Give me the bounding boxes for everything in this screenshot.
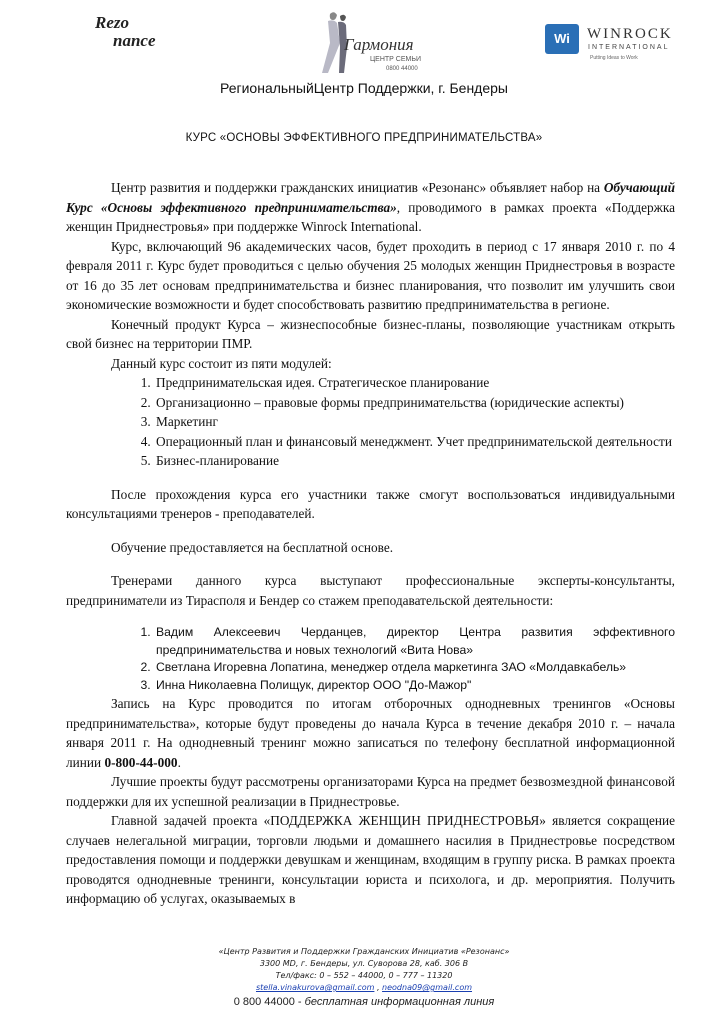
winrock-name: WINROCK <box>587 26 673 42</box>
paragraph-intro-text: Центр развития и поддержки гражданских инициатив «Резонанс» объявляет набор на <box>111 180 604 195</box>
email-link-1[interactable]: stella.vinakurova@gmail.com <box>255 983 375 992</box>
garmonia-subtitle: ЦЕНТР СЕМЬИ <box>370 56 421 63</box>
winrock-logo <box>545 24 685 64</box>
footer-hotline <box>0 994 728 1010</box>
rezonance-logo-line1: Rezo <box>95 13 129 32</box>
garmonia-title: Гармония <box>344 35 414 54</box>
course-title: КУРС «ОСНОВЫ ЭФФЕКТИВНОГО ПРЕДПРИНИМАТЕЛЬСТВА» <box>185 132 543 144</box>
paragraph-trainers: Тренерами данного курса выступают профессиональные эксперты-консультанты, предприниматели из Тирасполя и Бендер со стажем преподавательской деятельности: <box>66 573 675 608</box>
paragraph-consultations: После прохождения курса его участники также смогут воспользоваться индивидуальными консультациями тренеров - преподавателей. <box>66 486 675 521</box>
list-item: 2. Светлана Игоревна Лопатина, менеджер отдела маркетинга ЗАО «Молдавкабель» <box>154 659 675 677</box>
registration-text: Запись на Курс проводится по итогам отборочных однодневных тренингов «Основы предпринимательства», которые будут проведены до начала Курса в течение декабря 2010 г. – начала января 2011 г. На однодневный тренинг можно записаться по телефону бесплатной информационной линии <box>66 696 675 770</box>
modules-list <box>66 373 675 471</box>
garmonia-logo <box>316 8 426 78</box>
paragraph-project-goal: Главной задачей проекта «ПОДДЕРЖКА ЖЕНЩИН ПРИДНЕСТРОВЬЯ» является сокращение случаев нелегальной миграции, торговли людьми и домашнего насилия в Приднестровье посредством предоставления помощи и поддержки девушкам и женщинам, входящим в группу риска. В рамках проекта проводятся однодневные тренинги, консультации юриста и психолога, и др. мероприятия. Получить информацию об услугах, оказываемых в <box>66 813 675 906</box>
paragraph-intro-tail: , проводимого в рамках проекта «Поддержка женщин Приднестровья» при поддержке Winrock International. <box>66 199 675 234</box>
list-item: 1. Вадим Алексеевич Черданцев, директор Центра развития эффективного предпринимательства и новых технологий «Вита Нова» <box>154 624 675 659</box>
footer-emails <box>0 982 728 994</box>
footer <box>0 946 728 1010</box>
paragraph-intro <box>66 178 675 237</box>
winrock-tagline: Putting Ideas to Work <box>590 55 638 61</box>
garmonia-phone: 0800 44000 <box>386 66 418 72</box>
page-title: РегиональныйЦентр Поддержки, г. Бендеры <box>219 80 508 96</box>
winrock-mark: Wi <box>545 24 579 54</box>
hotline-phone: 0-800-44-000 <box>104 754 178 770</box>
rezonance-logo-line2: nance <box>113 31 156 50</box>
paragraph-registration <box>66 694 675 772</box>
trainers-list <box>66 624 675 694</box>
email-link-2[interactable]: neodna09@gmail.com <box>382 983 473 992</box>
hotline-number: 0 800 44000 - <box>233 996 305 1008</box>
email-separator: , <box>374 983 383 992</box>
footer-org: «Центр Развития и Поддержки Гражданских Инициатив «Резонанс» <box>218 947 510 956</box>
list-item: 1. Предпринимательская идея. Стратегическое планирование <box>154 373 675 393</box>
hotline-label: бесплатная информационная линия <box>304 996 495 1008</box>
list-item: 5. Бизнес-планирование <box>154 451 675 471</box>
paragraph-outcome: Конечный продукт Курса – жизнеспособные бизнес-планы, позволяющие участникам открыть свой бизнес на территории ПМР. <box>66 316 675 351</box>
winrock-subtitle: INTERNATIONAL <box>588 44 670 51</box>
list-item: 2. Организационно – правовые формы предпринимательства (юридические аспекты) <box>154 393 675 413</box>
paragraph-free: Обучение предоставляется на бесплатной основе. <box>111 539 394 555</box>
course-name-emphasis: Обучающий Курс «Основы эффективного предпринимательства» <box>66 180 675 215</box>
footer-phones: Тел/факс: 0 – 552 – 44000, 0 – 777 – 11320 <box>275 971 453 980</box>
document-body <box>66 178 675 909</box>
list-item: 3. Инна Николаевна Полищук, директор ООО "До-Мажор" <box>154 677 675 695</box>
registration-tail: . <box>177 754 181 770</box>
list-item: 3. Маркетинг <box>154 412 675 432</box>
paragraph-schedule: Курс, включающий 96 академических часов, будет проходить в период с 17 января 2010 г. по 4 февраля 2011 г. Курс будет проводиться с целью обучения 25 молодых женщин Приднестровья в возрасте от 16 до 35 лет основам предпринимательства и бизнес планирования, что позволит им улучшить свои экономические возможности и будет способствовать развитию предпринимательства в регионе. <box>66 238 675 312</box>
list-item: 4. Операционный план и финансовый менеджмент. Учет предпринимательской деятельности <box>154 432 675 452</box>
footer-address: 3300 MD, г. Бендеры, ул. Суворова 28, каб. 306 В <box>259 959 469 968</box>
rezonance-logo <box>95 14 156 50</box>
paragraph-best-projects: Лучшие проекты будут рассмотрены организаторами Курса на предмет безвозмездной финансовой поддержки для их успешной реализации в Приднестровье. <box>66 774 675 809</box>
paragraph-modules-intro: Данный курс состоит из пяти модулей: <box>111 355 332 371</box>
